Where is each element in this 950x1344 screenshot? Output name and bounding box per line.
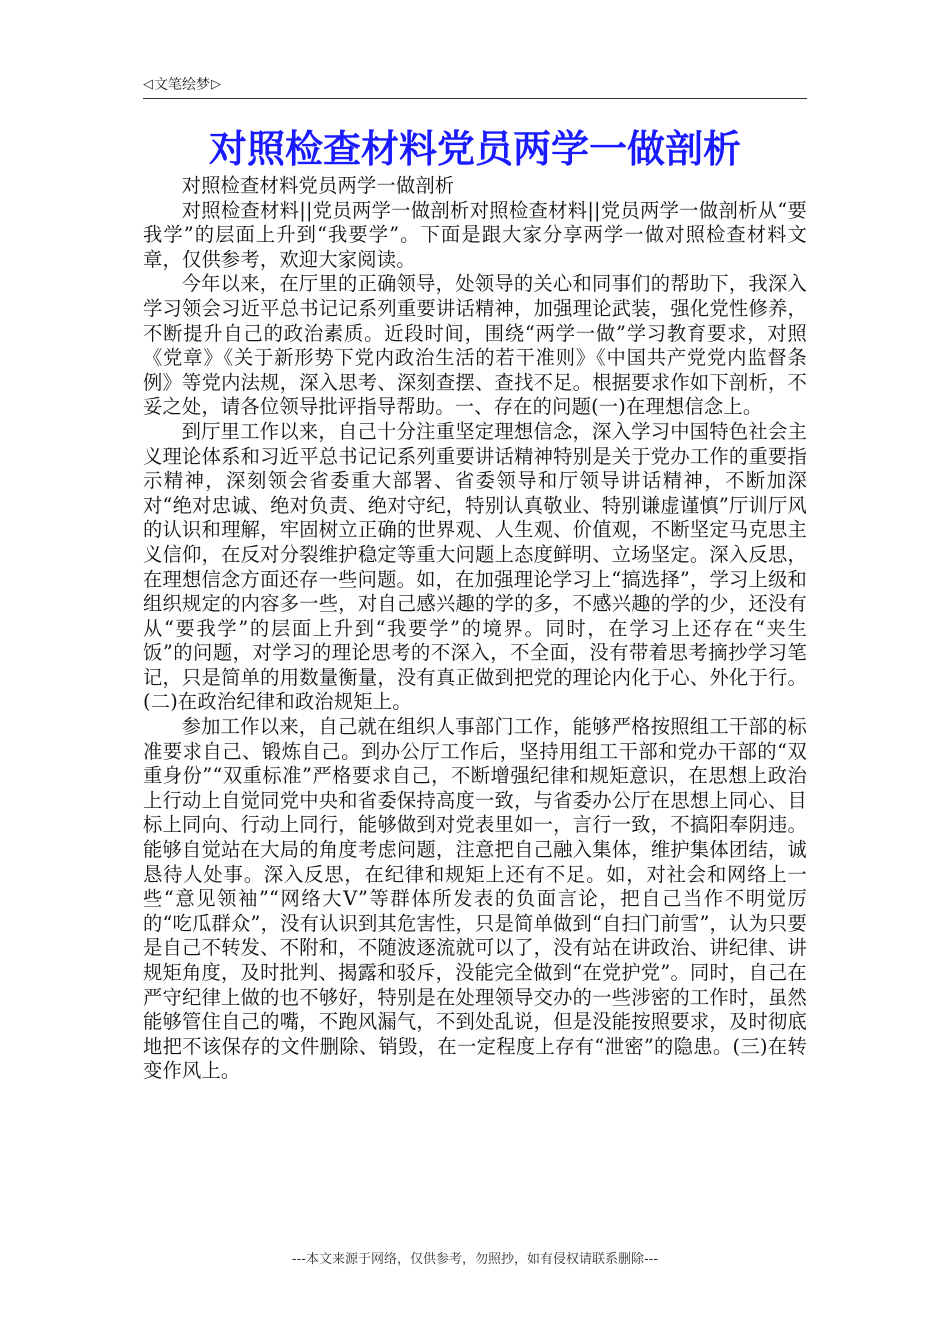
paragraph: 今年以来，在厅里的正确领导，处领导的关心和同事们的帮助下，我深入学习领会习近平总书记记系列重要讲话精神，加强理论武装，强化党性修养，不断提升自己的政治素质。近段时间，围绕“两学一做”学习教育要求，对照《党章》《关于新形势下党内政治生活的若干准则》《中国共产党党内监督条例》等党内法规，深入思考、深刻查摆、查找不足。根据要求作如下剖析，不妥之处，请各位领导批评指导帮助。一、存在的问题(一)在理想信念上。 [143, 272, 807, 419]
header-divider [143, 98, 807, 99]
triangle-right-icon: ▷ [211, 76, 221, 92]
paragraph: 对照检查材料党员两学一做剖析 [181, 174, 455, 197]
brand-name: 文笔绘梦 [154, 77, 210, 93]
triangle-left-icon: ◁ [143, 76, 153, 92]
paragraph: 到厅里工作以来，自己十分注重坚定理想信念，深入学习中国特色社会主义理论体系和习近平总书记记系列重要讲话精神特别是关于党办工作的重要指示精神，深刻领会省委重大部署、省委领导和厅领导讲话精神，不断加深对“绝对忠诚、绝对负责、绝对守纪，特别认真敬业、特别谦虚谨慎”厅训厅风的认识和理解，牢固树立正确的世界观、人生观、价值观，不断坚定马克思主义信仰，在反对分裂维护稳定等重大问题上态度鲜明、立场坚定。深入反思，在理想信念方面还存一些问题。如，在加强理论学习上“搞选择”，学习上级和组织规定的内容多一些，对自己感兴趣的学的多，不感兴趣的学的少，还没有从“要我学”的层面上升到“我要学”的境界。同时，在学习上还存在“夹生饭”的问题，对学习的理论思考的不深入，不全面，没有带着思考摘抄学习笔记，只是简单的用数量衡量，没有真正做到把党的理论内化于心、外化于行。(二)在政治纪律和政治规矩上。 [143, 419, 807, 714]
document-title: 对照检查材料党员两学一做剖析 [208, 127, 741, 171]
paragraph: 参加工作以来，自己就在组织人事部门工作，能够严格按照组工干部的标准要求自己、锻炼自己。到办公厅工作后，坚持用组工干部和党办干部的“双重身份”“双重标准”严格要求自己，不断增强纪律和规矩意识，在思想上政治上行动上自觉同党中央和省委保持高度一致，与省委办公厅在思想上同心、目标上同向、行动上同行，能够做到对党表里如一，言行一致，不搞阳奉阴违。能够自觉站在大局的角度考虑问题，注意把自己融入集体，维护集体团结，诚恳待人处事。深入反思，在纪律和规矩上还有不足。如，对社会和网络上一些“意见领袖”“网络大V”等群体所发表的负面言论，把自己当作不明觉厉的“吃瓜群众”，没有认识到其危害性，只是简单做到“自扫门前雪”，认为只要是自己不转发、不附和，不随波逐流就可以了，没有站在讲政治、讲纪律、讲规矩角度，及时批判、揭露和驳斥，没能完全做到“在党护党”。同时，自己在严守纪律上做的也不够好，特别是在处理领导交办的一些涉密的工作时，虽然能够管住自己的嘴，不跑风漏气，不到处乱说，但是没能按照要求，及时彻底地把不该保存的文件删除、销毁，在一定程度上存有“泄密”的隐患。(三)在转变作风上。 [143, 715, 807, 1083]
header-brand [143, 74, 221, 94]
document-body [143, 174, 807, 1084]
paragraph: 对照检查材料||党员两学一做剖析对照检查材料||党员两学一做剖析从“要我学”的层面上升到“我要学”。下面是跟大家分享两学一做对照检查材料文章，仅供参考，欢迎大家阅读。 [143, 198, 807, 271]
footer-disclaimer: ---本文来源于网络，仅供参考，勿照抄，如有侵权请联系删除--- [291, 1252, 659, 1267]
